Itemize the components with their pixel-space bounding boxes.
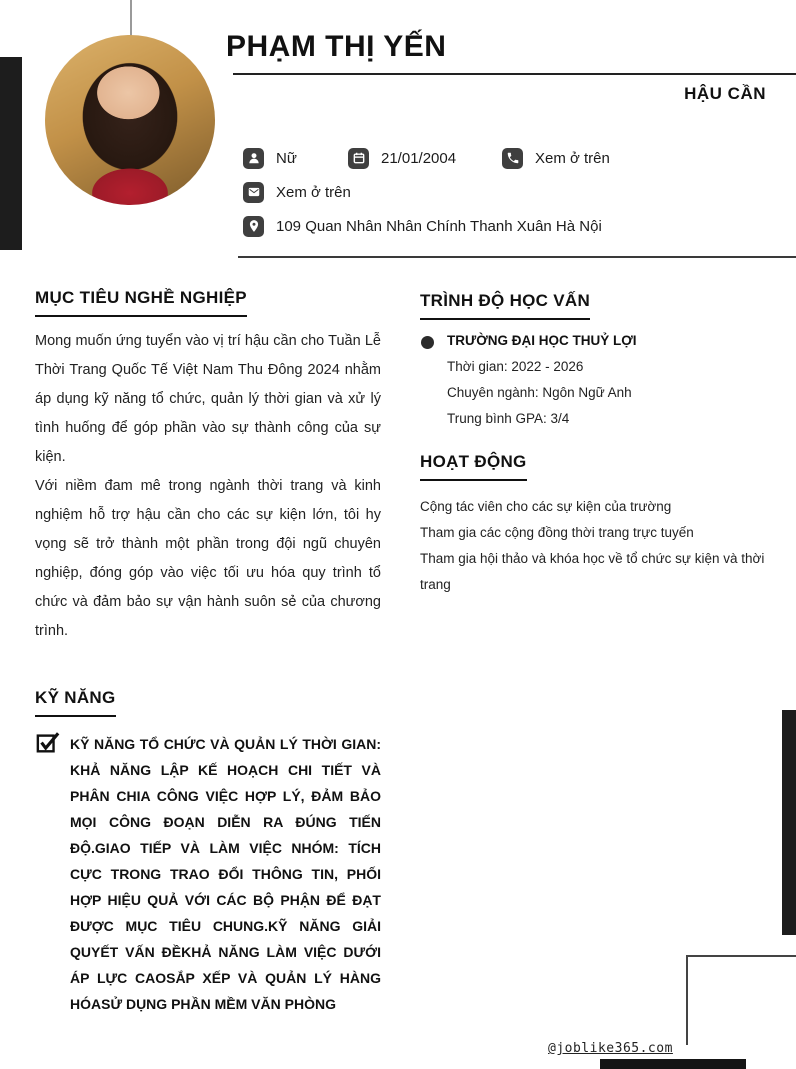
header-divider [233,73,796,75]
education-major: Chuyên ngành: Ngôn Ngữ Anh [447,385,632,400]
phone-icon [502,148,523,169]
contact-divider [238,256,796,258]
right-accent-bar [782,710,796,935]
gender-icon [243,148,264,169]
bottom-corner-horizontal-line [686,955,796,957]
bottom-corner-vertical-line [686,955,688,1045]
education-item [420,333,766,426]
email-value: Xem ở trên [276,183,351,201]
objective-paragraph-2: Với niềm đam mê trong ngành thời trang và kinh nghiệm hỗ trợ hậu cần cho các sự kiện lớn, tôi hy vọng sẽ trở thành một phần trong đội ngũ chuyên nghiệp, đóng góp vào việc tối ưu hóa quy trình tổ chức và đảm bảo sự vận hành suôn sẻ của chương trình. [35,478,381,639]
section-skills [35,688,381,717]
education-school: TRƯỜNG ĐẠI HỌC THUỶ LỢI [447,333,637,348]
bullet-icon [421,336,434,349]
section-objective [35,288,381,317]
top-decor-line [130,0,132,38]
contact-email [243,181,351,203]
left-accent-bar [0,57,22,250]
objective-heading: MỤC TIÊU NGHỀ NGHIỆP [35,288,247,317]
address-value: 109 Quan Nhân Nhân Chính Thanh Xuân Hà Nội [276,217,602,235]
objective-text [35,327,381,646]
contact-dob [348,147,456,169]
section-activities [420,452,766,481]
section-education [420,291,766,320]
location-icon [243,216,264,237]
activity-item: Tham gia hội thảo và khóa học về tổ chức sự kiện và thời trang [420,551,765,592]
gender-value: Nữ [276,149,297,167]
skills-heading: KỸ NĂNG [35,688,116,717]
profile-photo [45,35,215,205]
checkbox-icon [36,731,60,755]
activities-list [420,494,770,598]
education-time: Thời gian: 2022 - 2026 [447,359,584,374]
activities-heading: HOẠT ĐỘNG [420,452,527,481]
candidate-name: PHẠM THỊ YẾN [226,30,447,63]
job-title: HẬU CẦN [684,84,766,103]
education-heading: TRÌNH ĐỘ HỌC VẤN [420,291,590,320]
objective-paragraph-1: Mong muốn ứng tuyển vào vị trí hậu cần cho Tuần Lễ Thời Trang Quốc Tế Việt Nam Thu Đông 2024 nhằm áp dụng kỹ năng tổ chức, quản lý thời gian và xử lý tình huống để góp phần vào sự thành công của sự kiện. [35,333,381,465]
bottom-accent-bar [600,1059,746,1069]
phone-value: Xem ở trên [535,149,610,167]
contact-phone [502,147,610,169]
dob-value: 21/01/2004 [381,149,457,167]
activity-item: Cộng tác viên cho các sự kiện của trường [420,499,672,514]
watermark: @joblike365.com [548,1041,673,1056]
contact-gender [243,147,297,169]
calendar-icon [348,148,369,169]
contact-address [243,215,602,237]
skills-text: KỸ NĂNG TỔ CHỨC VÀ QUẢN LÝ THỜI GIAN: KHẢ NĂNG LẬP KẾ HOẠCH CHI TIẾT VÀ PHÂN CHIA CÔNG VIỆC HỢP LÝ, ĐẢM BẢO MỌI CÔNG ĐOẠN DIỄN RA ĐÚNG TIẾN ĐỘ.GIAO TIẾP VÀ LÀM VIỆC NHÓM: TÍCH CỰC TRONG TRAO ĐỔI THÔNG TIN, PHỐI HỢP HIỆU QUẢ VỚI CÁC BỘ PHẬN ĐỂ ĐẠT ĐƯỢC MỤC TIÊU CHUNG.KỸ NĂNG GIẢI QUYẾT VẤN ĐỀKHẢ NĂNG LÀM VIỆC DƯỚI ÁP LỰC CAOSẮP XẾP VÀ QUẢN LÝ HÀNG HÓASỬ DỤNG PHẦN MỀM VĂN PHÒNG [70,736,381,1012]
activity-item: Tham gia các cộng đồng thời trang trực tuyến [420,525,694,540]
education-gpa: Trung bình GPA: 3/4 [447,411,570,426]
email-icon [243,182,264,203]
